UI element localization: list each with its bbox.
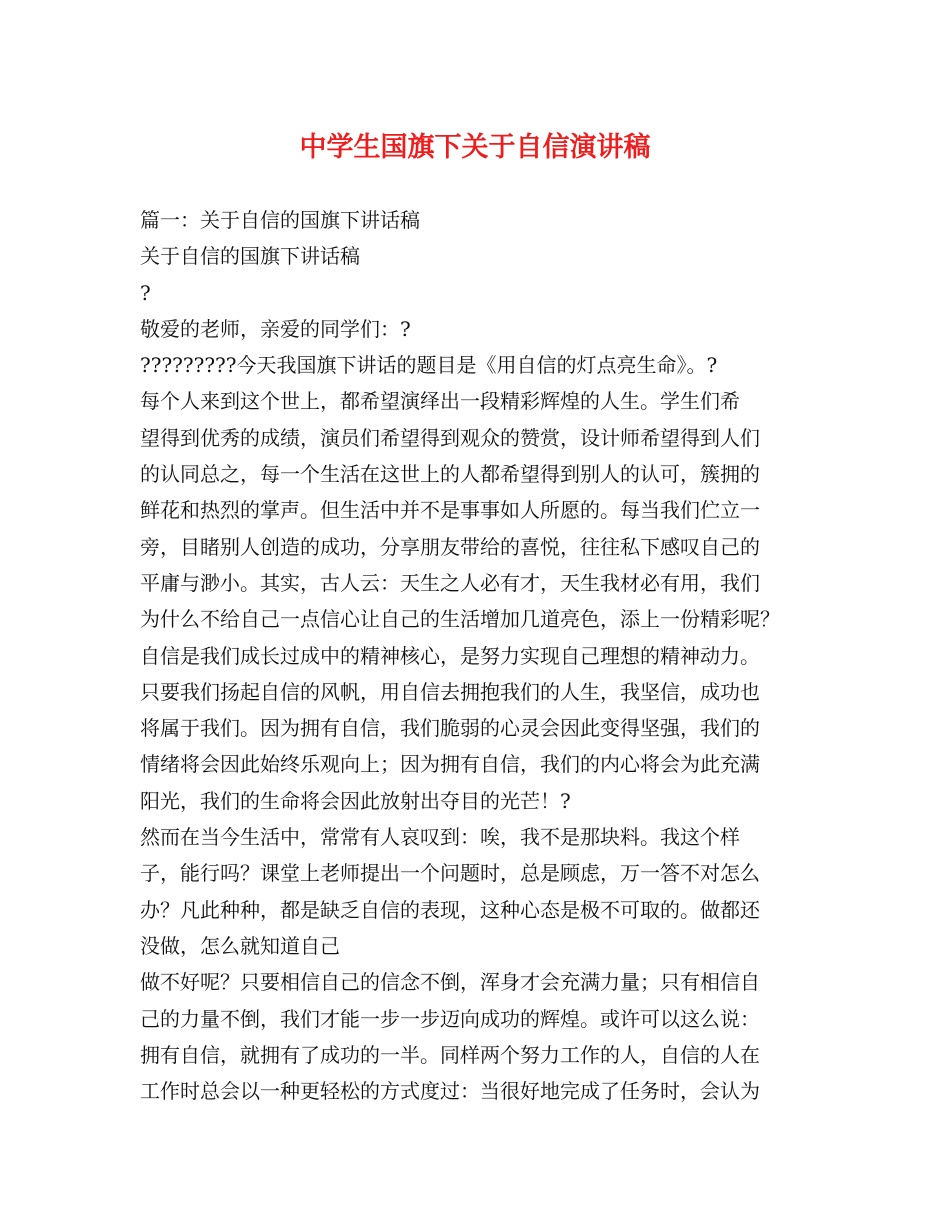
text-line: 的认同总之，每一个生活在这世上的人都希望得到别人的认可，簇拥的 xyxy=(140,462,760,487)
text-line: 将属于我们。因为拥有自信，我们脆弱的心灵会因此变得坚强，我们的 xyxy=(140,716,760,741)
document-title: 中学生国旗下关于自信演讲稿 xyxy=(299,132,651,163)
text-line: 敬爱的老师，亲爱的同学们：? xyxy=(140,316,411,341)
text-line: 篇一：关于自信的国旗下讲话稿 xyxy=(140,208,420,232)
text-line: 然而在当今生活中，常常有人哀叹到：唉，我不是那块料。我这个样 xyxy=(140,825,740,850)
text-line: 平庸与渺小。其实，古人云：天生之人必有才，天生我材必有用，我们 xyxy=(140,570,760,595)
text-line: 只要我们扬起自信的风帆，用自信去拥抱我们的人生，我坚信，成功也 xyxy=(140,679,760,704)
text-line: 为什么不给自己一点信心让自己的生活增加几道亮色，添上一份精彩呢？ xyxy=(140,607,780,632)
text-line: ?????????今天我国旗下讲话的题目是《用自信的灯点亮生命》。? xyxy=(140,353,718,378)
text-line: 做不好呢？只要相信自己的信念不倒，浑身才会充满力量；只有相信自 xyxy=(140,970,760,995)
document-body xyxy=(140,202,830,1109)
text-line: 己的力量不倒，我们才能一步一步迈向成功的辉煌。或许可以这么说： xyxy=(140,1006,760,1031)
text-line: 旁，目睹别人创造的成功，分享朋友带给的喜悦，往往私下感叹自己的 xyxy=(140,534,760,559)
text-line: 工作时总会以一种更轻松的方式度过：当很好地完成了任务时，会认为 xyxy=(140,1079,760,1104)
text-line: 没做，怎么就知道自己 xyxy=(140,933,340,958)
text-line: ? xyxy=(140,280,151,305)
text-line: 办？凡此种种，都是缺乏自信的表现，这种心态是极不可取的。做都还 xyxy=(140,897,760,922)
text-line: 鲜花和热烈的掌声。但生活中并不是事事如人所愿的。每当我们伫立一 xyxy=(140,498,760,523)
text-line: 自信是我们成长过成中的精神核心，是努力实现自己理想的精神动力。 xyxy=(140,643,760,668)
text-line: 子，能行吗？课堂上老师提出一个问题时，总是顾虑，万一答不对怎么 xyxy=(140,861,760,886)
text-line: 关于自信的国旗下讲话稿 xyxy=(140,244,360,269)
text-line: 阳光，我们的生命将会因此放射出夺目的光芒！? xyxy=(140,788,571,813)
text-line: 拥有自信，就拥有了成功的一半。同样两个努力工作的人，自信的人在 xyxy=(140,1042,760,1067)
text-line: 情绪将会因此始终乐观向上；因为拥有自信，我们的内心将会为此充满 xyxy=(140,752,760,777)
text-line: 每个人来到这个世上，都希望演绎出一段精彩辉煌的人生。学生们希 xyxy=(140,389,740,414)
text-line: 望得到优秀的成绩，演员们希望得到观众的赞赏，设计师希望得到人们 xyxy=(140,425,760,450)
